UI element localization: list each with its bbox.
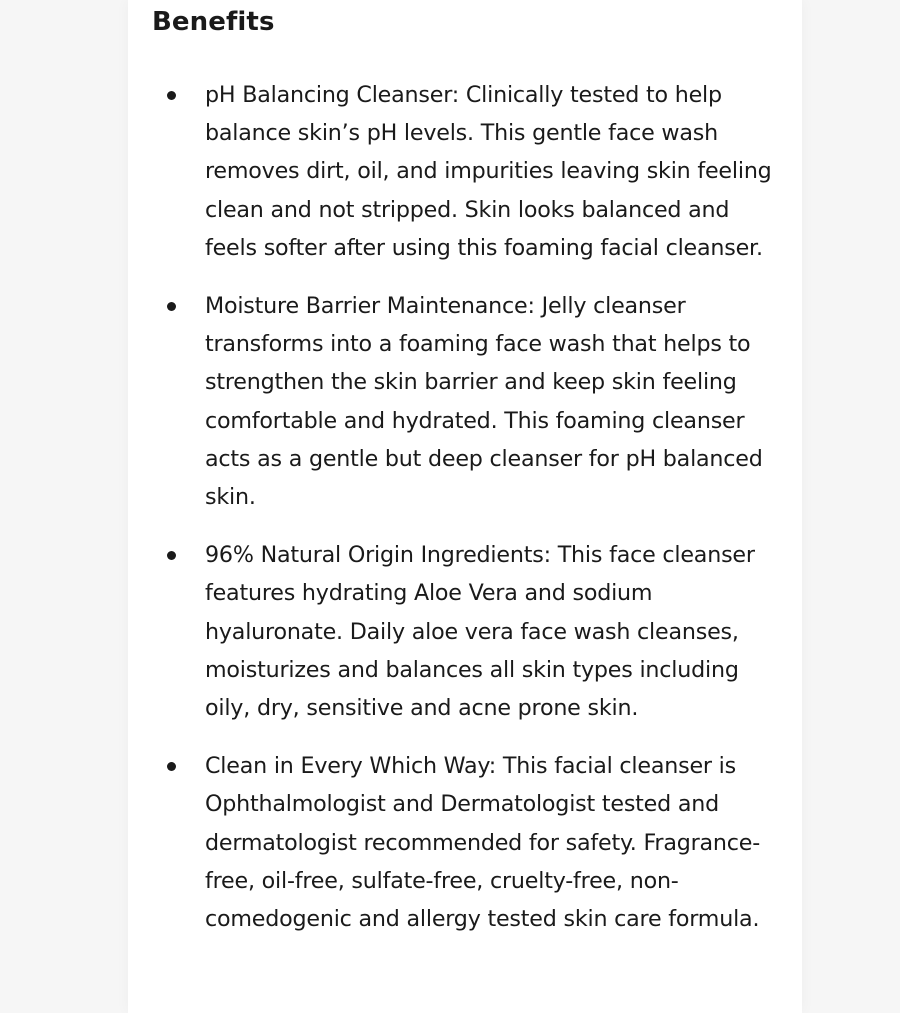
benefits-heading: Benefits [152, 7, 275, 37]
benefit-item [128, 536, 779, 727]
bullet-dot-icon [167, 91, 176, 100]
benefit-text: Moisture Barrier Maintenance: Jelly cleanser transforms into a foaming face wash that helps to strengthen the skin barrier and keep skin feeling comfortable and hydrated. This foaming cleanser acts as a gentle but deep cleanser for pH balanced skin. [205, 293, 763, 511]
benefits-panel [128, 0, 802, 1013]
benefits-list [128, 76, 802, 958]
benefit-item [128, 747, 779, 938]
benefit-text: 96% Natural Origin Ingredients: This face cleanser features hydrating Aloe Vera and sodium hyaluronate. Daily aloe vera face wash cleanses, moisturizes and balances all skin types including oily, dry, sensitive and acne prone skin. [205, 542, 755, 722]
benefit-text: Clean in Every Which Way: This facial cleanser is Ophthalmologist and Dermatologist tested and dermatologist recommended for safety. Fragrance-free, oil-free, sulfate-free, cruelty-free, non-comedogenic and allergy tested skin care formula. [205, 753, 761, 933]
bullet-dot-icon [167, 551, 176, 560]
benefit-item [128, 287, 779, 516]
benefit-item [128, 76, 779, 267]
bullet-dot-icon [167, 762, 176, 771]
bullet-dot-icon [167, 302, 176, 311]
benefit-text: pH Balancing Cleanser: Clinically tested to help balance skin’s pH levels. This gentle face wash removes dirt, oil, and impurities leaving skin feeling clean and not stripped. Skin looks balanced and feels softer after using this foaming facial cleanser. [205, 82, 772, 261]
